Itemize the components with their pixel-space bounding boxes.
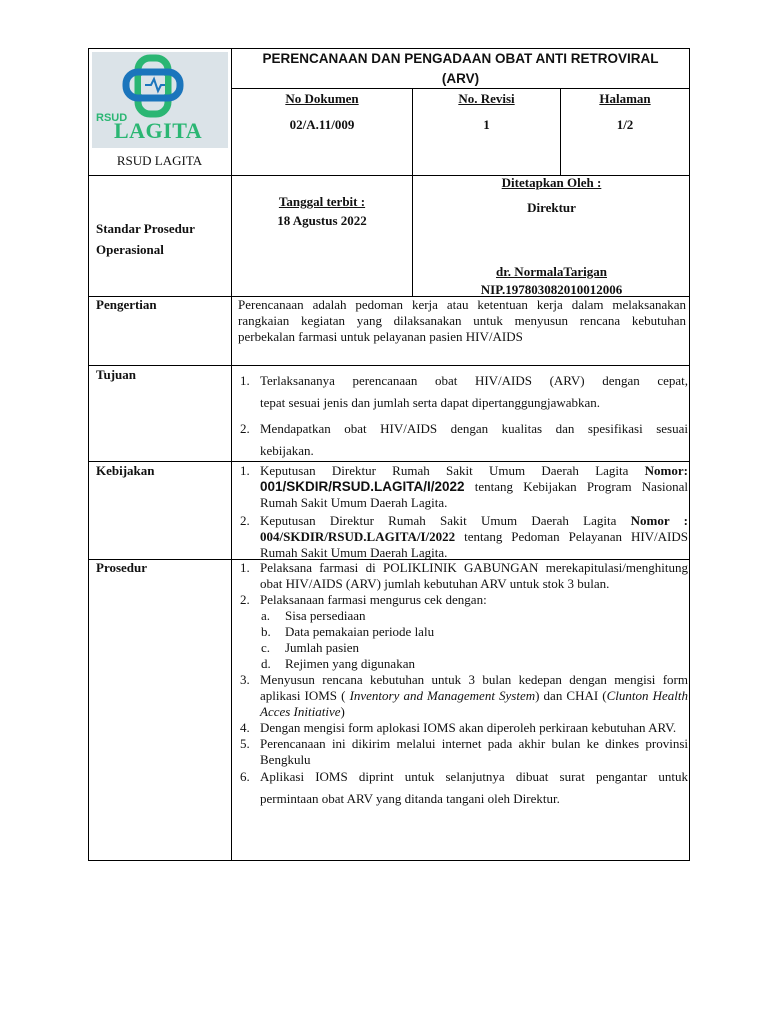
kebijakan-item-text: tentang Kebijakan Program Nasional Rumah Sakit Umum Daerah Lagita. bbox=[260, 479, 688, 510]
sop-label-line1: Standar Prosedur bbox=[96, 221, 195, 236]
logo-text-small: RSUD bbox=[96, 112, 128, 124]
issue-date-value: 18 Agustus 2022 bbox=[277, 213, 367, 228]
kebijakan-item-nomor: Nomor: bbox=[644, 463, 688, 478]
table-border-left bbox=[88, 48, 89, 861]
prosedur-step bbox=[232, 592, 688, 608]
prosedur-substep bbox=[232, 656, 688, 672]
prosedur-step-text: ) dan CHAI ( bbox=[535, 688, 607, 703]
kebijakan-item bbox=[232, 463, 688, 511]
prosedur-step-number: 5. bbox=[240, 736, 250, 751]
prosedur-step-number: 6. bbox=[240, 769, 250, 784]
document-title-line2: (ARV) bbox=[441, 71, 480, 86]
prosedur-substep-text: Data pemakaian periode lalu bbox=[285, 624, 435, 639]
prosedur-step bbox=[232, 560, 688, 592]
prosedur-substep-text: Sisa persediaan bbox=[285, 608, 366, 623]
tujuan-item-number: 1. bbox=[240, 373, 250, 388]
revision-value: 1 bbox=[483, 117, 490, 132]
tujuan-item-number: 2. bbox=[240, 421, 250, 436]
prosedur-substep bbox=[232, 608, 688, 624]
prosedur-step-text: Dengan mengisi form aplokasi IOMS akan diperoleh perkiraan kebutuhan ARV. bbox=[260, 720, 677, 735]
row-divider-kebijakan bbox=[88, 461, 690, 462]
document-title bbox=[232, 49, 689, 89]
kebijakan-item-nomor: Nomor : bbox=[630, 513, 688, 528]
prosedur-step-text: Pelaksana farmasi di POLIKLINIK GABUNGAN merekapitulasi/menghitung obat HIV/AIDS (ARV) jumlah kebutuhan ARV untuk stok 3 bulan. bbox=[260, 560, 688, 591]
kebijakan-item-text: Keputusan Direktur Rumah Sakit Umum Daerah Lagita bbox=[260, 463, 645, 478]
signer-nip: NIP.197803082010012006 bbox=[480, 282, 623, 297]
kebijakan-list bbox=[232, 463, 688, 561]
row-divider-tujuan bbox=[88, 365, 690, 366]
prosedur-step-number: 1. bbox=[240, 560, 250, 575]
prosedur-substep-letter: d. bbox=[261, 656, 271, 671]
prosedur-step-text: Pelaksanaan farmasi mengurus cek dengan: bbox=[260, 592, 487, 607]
prosedur-step-line1: Aplikasi IOMS diprint untuk selanjutnya dibuat surat pengantar untuk bbox=[260, 769, 688, 784]
prosedur-step-text: Menyusun rencana kebutuhan untuk 3 bulan kedepan dengan mengisi form aplikasi IOMS ( bbox=[260, 672, 688, 703]
sop-label-line2: Operasional bbox=[96, 242, 164, 257]
prosedur-step bbox=[232, 720, 688, 736]
tujuan-item-line2: tepat sesuai jenis dan jumlah serta dapat dipertanggungjawabkan. bbox=[260, 395, 601, 410]
prosedur-step bbox=[232, 672, 688, 720]
hospital-name: RSUD LAGITA bbox=[116, 153, 203, 168]
kebijakan-item-decree: 004/SKDIR/RSUD.LAGITA/I/2022 bbox=[260, 529, 456, 544]
prosedur-substep-text: Jumlah pasien bbox=[285, 640, 360, 655]
prosedur-list bbox=[232, 560, 688, 807]
prosedur-step-number: 3. bbox=[240, 672, 250, 687]
tujuan-item-line1: Mendapatkan obat HIV/AIDS dengan kualitas dan spesifikasi sesuai bbox=[260, 421, 688, 436]
prosedur-substep-letter: b. bbox=[261, 624, 271, 639]
tujuan-item-line1: Terlaksananya perencanaan obat HIV/AIDS (ARV) dengan cepat, bbox=[260, 373, 688, 388]
kebijakan-label: Kebijakan bbox=[96, 463, 155, 478]
prosedur-label: Prosedur bbox=[96, 560, 148, 575]
prosedur-substep-text: Rejimen yang digunakan bbox=[285, 656, 415, 671]
signer-name: dr. NormalaTarigan bbox=[496, 264, 607, 279]
prosedur-step bbox=[232, 736, 688, 768]
document-title-line1: PERENCANAAN DAN PENGADAAN OBAT ANTI RETROVIRAL bbox=[262, 51, 659, 66]
pengertian-label: Pengertian bbox=[96, 297, 157, 312]
page-value: 1/2 bbox=[616, 117, 634, 132]
prosedur-step-term: Inventory and Management System bbox=[349, 688, 536, 703]
kebijakan-item-text: tentang Pedoman Pelayanan HIV/AIDS Rumah Sakit Umum Daerah Lagita. bbox=[260, 529, 688, 560]
table-border-bottom bbox=[88, 860, 690, 861]
set-by-label: Ditetapkan Oleh : bbox=[501, 175, 602, 190]
prosedur-step-term: Clunton Health Acces Initiative bbox=[260, 688, 688, 719]
pengertian-text: Perencanaan adalah pedoman kerja atau ketentuan kerja dalam melaksanakan rangkaian kegiatan yang dilaksanakan untuk menyusun rencana kebutuhan perbekalan farmasi untuk pelayanan pasien HIV/AIDS bbox=[238, 297, 686, 344]
prosedur-step-text: ) bbox=[340, 704, 345, 719]
prosedur-substep-letter: c. bbox=[261, 640, 271, 655]
kebijakan-item-number: 2. bbox=[240, 513, 250, 528]
revision-label: No. Revisi bbox=[458, 91, 515, 106]
prosedur-substep-letter: a. bbox=[261, 608, 271, 623]
prosedur-step bbox=[232, 769, 688, 807]
kebijakan-item-text: Keputusan Direktur Rumah Sakit Umum Daerah Lagita bbox=[260, 513, 631, 528]
set-by-role: Direktur bbox=[527, 200, 576, 215]
prosedur-step-text: Perencanaan ini dikirim melalui internet pada akhir bulan ke dinkes provinsi Bengkulu bbox=[260, 736, 688, 767]
kebijakan-item-decree: 001/SKDIR/RSUD.LAGITA/I/2022 bbox=[260, 479, 465, 494]
prosedur-substep bbox=[232, 624, 688, 640]
table-border-right bbox=[689, 48, 690, 861]
prosedur-substep bbox=[232, 640, 688, 656]
prosedur-step-number: 2. bbox=[240, 592, 250, 607]
tujuan-label: Tujuan bbox=[96, 367, 136, 382]
tujuan-item-line2: kebijakan. bbox=[260, 443, 314, 458]
tujuan-item bbox=[232, 421, 688, 459]
tujuan-list bbox=[232, 373, 688, 459]
tujuan-item bbox=[232, 373, 688, 421]
sop-label bbox=[96, 218, 195, 260]
logo-text-large: LAGITA bbox=[114, 118, 203, 143]
page-label: Halaman bbox=[599, 91, 651, 106]
prosedur-step-number: 4. bbox=[240, 720, 250, 735]
kebijakan-item bbox=[232, 513, 688, 561]
doc-number-label: No Dokumen bbox=[285, 91, 359, 106]
issue-date-label: Tanggal terbit : bbox=[278, 194, 366, 209]
doc-number-value: 02/A.11/009 bbox=[289, 117, 355, 132]
prosedur-step-line2: permintaan obat ARV yang ditanda tangani oleh Direktur. bbox=[260, 791, 560, 806]
hospital-logo bbox=[92, 52, 228, 148]
kebijakan-item-number: 1. bbox=[240, 463, 250, 478]
